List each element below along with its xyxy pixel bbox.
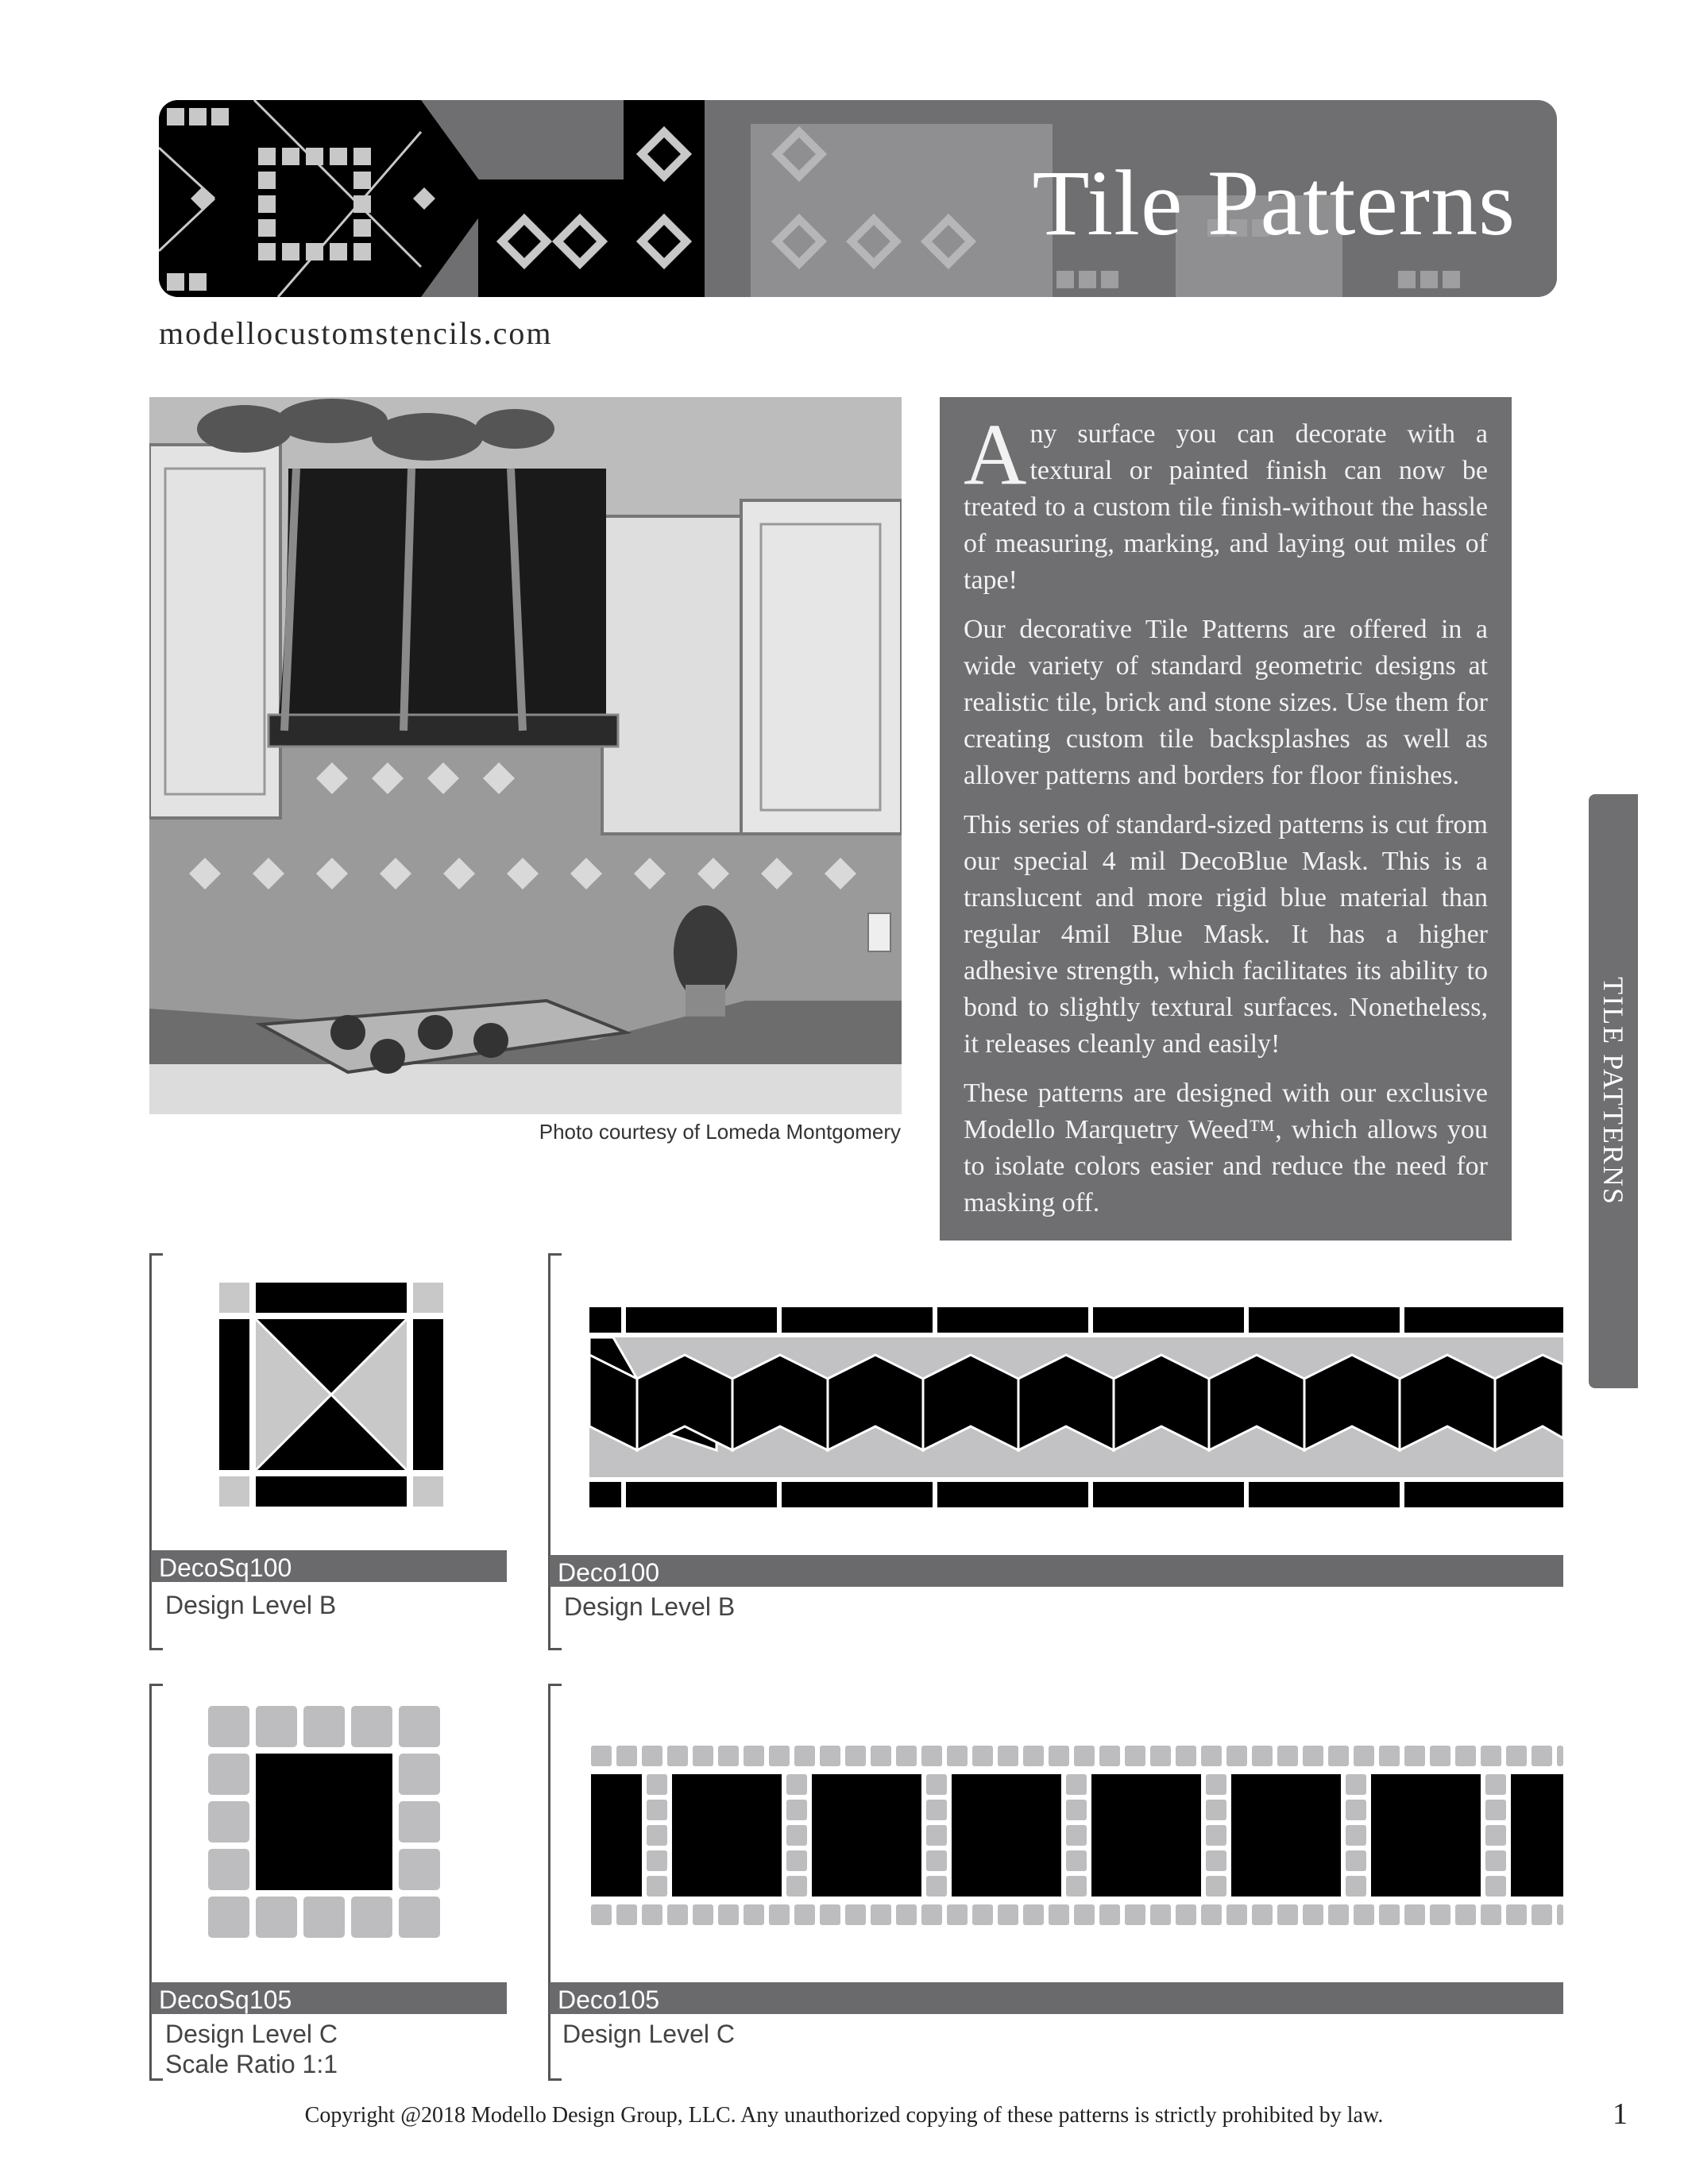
intro-paragraph-4: These patterns are designed with our exclusive Modello Marquetry Weed™, which allows you to isolate colors easier and reduce the need for masking off. — [964, 1078, 1488, 1217]
pattern-card-bracket — [149, 1253, 152, 1650]
page-number: 1 — [1613, 2097, 1628, 2131]
pattern-name-bar: DecoSq105 — [151, 1982, 507, 2014]
pattern-deco105-preview — [591, 1746, 1563, 1925]
pattern-card-bracket — [548, 1684, 550, 2081]
section-side-tab — [1589, 794, 1638, 1388]
drop-cap: A — [964, 406, 1027, 503]
pattern-design-level: Design Level C — [165, 2020, 338, 2048]
page-title: Tile Patterns — [1032, 151, 1516, 255]
pattern-deco100-preview — [589, 1307, 1563, 1507]
pattern-name-bar: Deco100 — [550, 1555, 1563, 1587]
pattern-name-bar: Deco105 — [550, 1982, 1563, 2014]
side-tab-label: TILE PATTERNS — [1597, 977, 1629, 1206]
pattern-card-bracket — [548, 1253, 550, 1650]
copyright-notice: Copyright @2018 Modello Design Group, LLC. Any unauthorized copying of these patterns is strictly prohibited by law. — [304, 2103, 1384, 2128]
intro-text-panel — [940, 397, 1512, 1241]
pattern-card-bracket — [149, 1684, 152, 2081]
pattern-scale-ratio: Scale Ratio 1:1 — [165, 2050, 338, 2078]
intro-paragraph-3: This series of standard-sized patterns is cut from our special 4 mil DecoBlue Mask. This is a translucent and more rigid blue material than regular 4mil Blue Mask. It has a higher adhesive strength, which facilitates its ability to bond to slightly textural surfaces. Nonetheless, it releases cleanly and easily! — [964, 810, 1488, 1059]
pattern-design-level: Design Level C — [562, 2020, 735, 2048]
intro-paragraph-2: Our decorative Tile Patterns are offered in a wide variety of standard geometric designs at realistic tile, brick and stone sizes. Use them for creating custom tile backsplashes as well as allover patterns and borders for floor finishes. — [964, 615, 1488, 790]
pattern-design-level: Design Level B — [165, 1591, 337, 1619]
pattern-decosq105-preview — [208, 1706, 440, 1938]
pattern-name-bar: DecoSq100 — [151, 1550, 507, 1582]
intro-paragraph-1: Any surface you can decorate with a textural or painted finish can now be treated to a custom tile finish-without the hassle of measuring, marking, and laying out miles of tape! — [964, 406, 1488, 595]
website-url[interactable]: modellocustomstencils.com — [159, 315, 553, 351]
pattern-design-level: Design Level B — [564, 1592, 736, 1621]
header-banner — [159, 100, 1557, 297]
pattern-decosq100-preview — [219, 1283, 443, 1507]
photo-caption: Photo courtesy of Lomeda Montgomery — [539, 1120, 901, 1144]
kitchen-photo — [149, 397, 902, 1114]
